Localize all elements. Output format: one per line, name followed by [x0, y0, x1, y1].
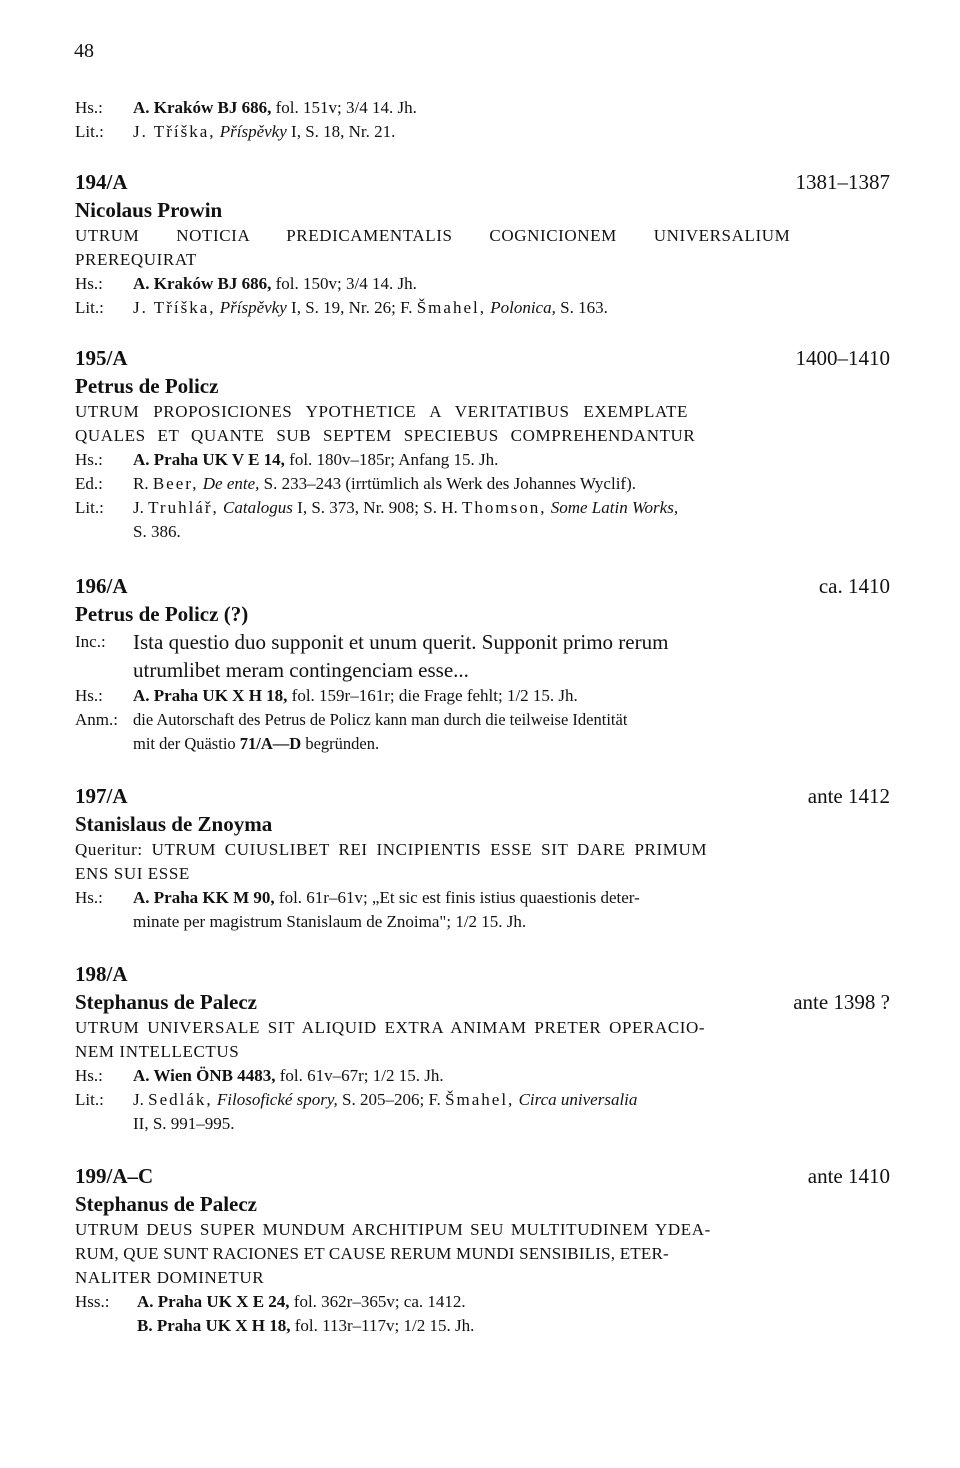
manuscript-field	[75, 96, 890, 120]
edition-field	[75, 472, 890, 496]
field-label: Hss.:	[75, 1292, 110, 1311]
entry-196	[75, 572, 890, 756]
entry-header	[75, 782, 890, 810]
manuscript-signature: A. Kraków BJ 686,	[133, 274, 272, 293]
entry-title	[75, 400, 890, 448]
ed-prefix: R.	[133, 474, 153, 493]
entry-194	[75, 168, 890, 320]
manuscript-signature: A. Kraków BJ 686,	[133, 98, 272, 117]
entry-header	[75, 960, 890, 988]
lit-author: Šmahel,	[445, 1090, 515, 1109]
ed-work: De ente,	[202, 474, 260, 493]
field-label: Inc.:	[75, 632, 106, 651]
entry-author: Petrus de Policz	[75, 374, 219, 398]
manuscripts-field	[75, 1290, 890, 1338]
manuscript-details: fol. 150v; 3/4 14. Jh.	[271, 274, 417, 293]
entry-number: 199/A–C	[75, 1164, 154, 1188]
title-line: UTRUM DEUS SUPER MUNDUM ARCHITIPUM SEU MULTITUDINEM YDEA-	[75, 1220, 711, 1239]
lit-author: Šmahel,	[416, 298, 486, 317]
entry-author: Stephanus de Palecz	[75, 1192, 258, 1216]
literature-field	[75, 120, 890, 144]
entry-header	[75, 572, 890, 600]
lit-work: Příspěvky	[219, 298, 287, 317]
note-reference: 71/A—D	[239, 734, 302, 753]
field-label: Lit.:	[75, 298, 104, 317]
manuscript-field	[75, 886, 890, 934]
lit-author: Thomson,	[462, 498, 547, 517]
literature-field	[75, 1088, 890, 1136]
lit-work: Circa universalia	[518, 1090, 638, 1109]
entry-header	[75, 168, 890, 196]
title-line: NEM INTELLECTUS	[75, 1042, 240, 1061]
title-line: PREREQUIRAT	[75, 250, 197, 269]
field-label: Hs.:	[75, 888, 103, 907]
manuscript-details: fol. 362r–365v; ca. 1412.	[289, 1292, 466, 1311]
lit-prefix: J.	[133, 498, 149, 517]
lit-work: Příspěvky	[219, 122, 287, 141]
entry-header	[75, 344, 890, 372]
entry-title	[75, 838, 890, 886]
title-line: UTRUM NOTICIA PREDICAMENTALIS COGNICIONEM UNIVERSALIUM	[75, 226, 791, 245]
entry-header	[75, 988, 890, 1016]
incipit-line: Ista questio duo supponit et unum querit. Supponit primo rerum	[133, 630, 669, 654]
entry-title	[75, 224, 890, 272]
note-field	[75, 708, 890, 756]
entry-date: 1400–1410	[795, 346, 890, 370]
ed-author: Beer,	[152, 474, 199, 493]
entry-197	[75, 782, 890, 934]
title-line: UTRUM UNIVERSALE SIT ALIQUID EXTRA ANIMAM PRETER OPERACIO-	[75, 1018, 706, 1037]
entry-199	[75, 1162, 890, 1338]
manuscript-field	[75, 272, 890, 296]
title-line: UTRUM PROPOSICIONES YPOTHETICE A VERITATIBUS EXEMPLATE	[75, 402, 688, 421]
title-line: NALITER DOMINETUR	[75, 1268, 265, 1287]
manuscript-continuation: minate per magistrum Stanislaum de Znoima"; 1/2 15. Jh.	[133, 912, 527, 931]
lit-details: S. 163.	[555, 298, 608, 317]
manuscript-field	[75, 1064, 890, 1088]
note-text: mit der Quästio	[133, 734, 240, 753]
incipit-field	[75, 628, 890, 684]
lit-work: Catalogus	[223, 498, 293, 517]
prev-entry	[75, 96, 890, 144]
entry-date: ca. 1410	[818, 574, 890, 598]
entry-198	[75, 960, 890, 1136]
note-text: begründen.	[301, 734, 380, 753]
lit-details: S. 205–206; F.	[337, 1090, 446, 1109]
lit-author: Truhlář,	[148, 498, 219, 517]
manuscript-signature: B. Praha UK X H 18,	[137, 1316, 291, 1335]
manuscript-field	[75, 448, 890, 472]
entry-date: ante 1398 ?	[793, 990, 890, 1014]
title-line: Queritur: UTRUM CUIUSLIBET REI INCIPIENTIS ESSE SIT DARE PRIMUM	[75, 840, 708, 859]
entry-number: 197/A	[75, 784, 128, 808]
lit-details: I, S. 19, Nr. 26; F.	[286, 298, 417, 317]
field-label: Anm.:	[75, 710, 118, 729]
field-label: Lit.:	[75, 122, 104, 141]
title-line: QUALES ET QUANTE SUB SEPTEM SPECIEBUS COMPREHENDANTUR	[75, 426, 696, 445]
ed-details: S. 233–243 (irrtümlich als Werk des Johannes Wyclif).	[259, 474, 636, 493]
entry-date: ante 1410	[807, 1164, 890, 1188]
entry-number: 198/A	[75, 962, 128, 986]
lit-author: Sedlák,	[148, 1090, 213, 1109]
entry-number: 194/A	[75, 170, 128, 194]
entry-title	[75, 1218, 890, 1290]
lit-work: Polonica,	[490, 298, 556, 317]
manuscript-field	[75, 684, 890, 708]
title-line: ENS SUI ESSE	[75, 864, 190, 883]
field-label: Ed.:	[75, 474, 103, 493]
lit-prefix: J.	[133, 1090, 149, 1109]
manuscript-signature: A. Praha UK X E 24,	[137, 1292, 290, 1311]
manuscript-details: fol. 180v–185r; Anfang 15. Jh.	[284, 450, 499, 469]
entry-195	[75, 344, 890, 544]
manuscript-details: fol. 151v; 3/4 14. Jh.	[271, 98, 417, 117]
field-label: Lit.:	[75, 1090, 104, 1109]
page-content	[75, 96, 890, 1338]
entry-author: Nicolaus Prowin	[75, 198, 223, 222]
entry-header	[75, 1162, 890, 1190]
lit-continuation: S. 386.	[133, 522, 181, 541]
lit-continuation: II, S. 991–995.	[133, 1114, 235, 1133]
lit-details: I, S. 373, Nr. 908; S. H.	[292, 498, 462, 517]
manuscript-signature: A. Wien ÖNB 4483,	[133, 1066, 276, 1085]
entry-date: 1381–1387	[795, 170, 890, 194]
entry-date: ante 1412	[807, 784, 890, 808]
literature-field	[75, 296, 890, 320]
lit-work: Some Latin Works,	[550, 498, 679, 517]
manuscript-details: fol. 113r–117v; 1/2 15. Jh.	[290, 1316, 475, 1335]
entry-author: Stanislaus de Znoyma	[75, 812, 273, 836]
page-number: 48	[74, 40, 94, 62]
manuscript-signature: A. Praha UK X H 18,	[133, 686, 288, 705]
entry-author: Stephanus de Palecz	[75, 990, 258, 1014]
field-label: Hs.:	[75, 274, 103, 293]
field-label: Hs.:	[75, 450, 103, 469]
manuscript-signature: A. Praha KK M 90,	[133, 888, 275, 907]
field-label: Lit.:	[75, 498, 104, 517]
title-line: RUM, QUE SUNT RACIONES ET CAUSE RERUM MUNDI SENSIBILIS, ETER-	[75, 1244, 669, 1263]
entry-number: 196/A	[75, 574, 128, 598]
field-label: Hs.:	[75, 1066, 103, 1085]
entry-number: 195/A	[75, 346, 128, 370]
note-line: die Autorschaft des Petrus de Policz kann man durch die teilweise Identität	[133, 710, 628, 729]
manuscript-details: fol. 159r–161r; die Frage fehlt; 1/2 15. Jh.	[287, 686, 578, 705]
entry-author: Petrus de Policz (?)	[75, 602, 249, 626]
manuscript-details: fol. 61r–61v; „Et sic est finis istius quaestionis deter-	[274, 888, 640, 907]
field-label: Hs.:	[75, 686, 103, 705]
lit-author: J. Tříška,	[133, 298, 216, 317]
entry-title	[75, 1016, 890, 1064]
incipit-line: utrumlibet meram contingenciam esse...	[133, 658, 469, 682]
field-label: Hs.:	[75, 98, 103, 117]
literature-field	[75, 496, 890, 544]
lit-author: J. Tříška,	[133, 122, 216, 141]
manuscript-signature: A. Praha UK V E 14,	[133, 450, 285, 469]
lit-details: I, S. 18, Nr. 21.	[286, 122, 396, 141]
lit-work: Filosofické spory,	[216, 1090, 338, 1109]
manuscript-details: fol. 61v–67r; 1/2 15. Jh.	[275, 1066, 444, 1085]
